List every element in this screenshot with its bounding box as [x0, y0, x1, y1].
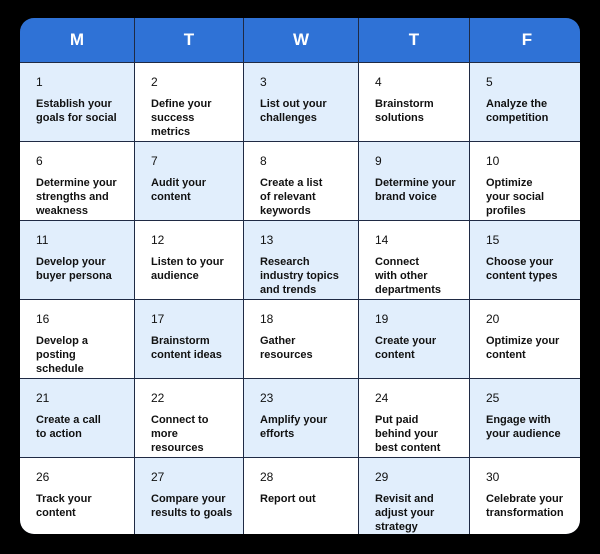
day-number: 19 [375, 312, 389, 326]
day-task: Create a list of relevant keywords [260, 177, 323, 217]
day-header-monday: M [20, 18, 134, 62]
calendar-day-cell [135, 300, 243, 378]
day-header-tuesday: T [135, 18, 243, 62]
day-number: 9 [375, 154, 382, 168]
calendar-day-cell [359, 458, 469, 534]
day-number: 30 [486, 470, 500, 484]
day-task: Choose your content types [486, 256, 558, 282]
calendar-day-cell [359, 300, 469, 378]
day-task: Analyze the competition [486, 98, 549, 124]
day-task: Create your content [375, 335, 437, 361]
calendar-day-cell [470, 300, 580, 378]
day-number: 10 [486, 154, 500, 168]
day-task: Compare your results to goals [151, 493, 233, 519]
day-task: Brainstorm solutions [375, 98, 434, 124]
calendar-day-cell [244, 142, 358, 220]
day-task: Gather resources [260, 335, 313, 361]
day-number: 12 [151, 233, 165, 247]
day-task: Revisit and adjust your strategy [375, 493, 435, 533]
calendar-day-cell [20, 221, 134, 299]
day-number: 8 [260, 154, 267, 168]
day-task: Celebrate your transformation [486, 493, 564, 519]
calendar-day-cell [359, 379, 469, 457]
calendar-day-cell [135, 379, 243, 457]
calendar-day-cell [20, 458, 134, 534]
day-task: Brainstorm content ideas [151, 335, 222, 361]
calendar-day-cell [135, 221, 243, 299]
day-number: 4 [375, 75, 382, 89]
calendar-day-cell [244, 458, 358, 534]
day-number: 25 [486, 391, 500, 405]
calendar-day-cell [470, 63, 580, 141]
day-task: Optimize your social profiles [486, 177, 545, 217]
day-number: 24 [375, 391, 389, 405]
day-number: 6 [36, 154, 43, 168]
day-task: Audit your content [151, 177, 206, 203]
calendar-day-cell [20, 63, 134, 141]
calendar-day-cell [20, 300, 134, 378]
calendar-day-cell [470, 458, 580, 534]
day-task: Connect with other departments [375, 256, 442, 296]
calendar-day-cell [244, 221, 358, 299]
calendar-day-cell [470, 221, 580, 299]
day-task: Listen to your audience [151, 256, 224, 282]
day-task: Put paid behind your best content [375, 414, 441, 454]
day-number: 15 [486, 233, 500, 247]
calendar-day-cell [244, 300, 358, 378]
day-number: 20 [486, 312, 500, 326]
calendar-day-cell [135, 63, 243, 141]
day-task: Report out [260, 493, 316, 505]
day-header-wednesday: W [244, 18, 358, 62]
calendar-day-cell [20, 379, 134, 457]
day-task: Connect to more resources [151, 414, 209, 454]
calendar-day-cell [135, 142, 243, 220]
day-number: 22 [151, 391, 165, 405]
day-number: 21 [36, 391, 50, 405]
day-task: List out your challenges [260, 98, 327, 124]
calendar-day-cell [20, 142, 134, 220]
calendar-day-cell [359, 142, 469, 220]
day-number: 7 [151, 154, 158, 168]
calendar-day-cell [244, 379, 358, 457]
day-number: 29 [375, 470, 389, 484]
calendar-day-cell [470, 142, 580, 220]
day-task: Amplify your efforts [260, 414, 328, 440]
content-calendar [20, 18, 580, 534]
day-task: Develop your buyer persona [36, 256, 112, 282]
day-number: 14 [375, 233, 389, 247]
day-number: 27 [151, 470, 165, 484]
day-number: 23 [260, 391, 274, 405]
day-task: Create a call to action [36, 414, 101, 440]
day-task: Optimize your content [486, 335, 560, 361]
calendar-day-cell [244, 63, 358, 141]
day-number: 18 [260, 312, 274, 326]
day-task: Determine your brand voice [375, 177, 456, 203]
day-task: Establish your goals for social [36, 98, 117, 124]
day-number: 1 [36, 75, 43, 89]
day-number: 5 [486, 75, 493, 89]
day-number: 3 [260, 75, 267, 89]
calendar-day-cell [470, 379, 580, 457]
day-header-thursday: T [359, 18, 469, 62]
calendar-day-cell [359, 63, 469, 141]
day-number: 26 [36, 470, 50, 484]
day-task: Develop a posting schedule [36, 335, 88, 375]
day-number: 11 [36, 233, 49, 247]
calendar-day-cell [135, 458, 243, 534]
day-task: Define your success metrics [151, 98, 212, 138]
day-task: Research industry topics and trends [260, 256, 339, 296]
day-number: 13 [260, 233, 274, 247]
day-task: Determine your strengths and weakness [36, 177, 117, 217]
day-number: 16 [36, 312, 50, 326]
day-number: 2 [151, 75, 158, 89]
calendar-day-cell [359, 221, 469, 299]
day-number: 17 [151, 312, 165, 326]
day-task: Engage with your audience [486, 414, 561, 440]
day-task: Track your content [36, 493, 92, 519]
day-number: 28 [260, 470, 274, 484]
day-header-friday: F [470, 18, 580, 62]
